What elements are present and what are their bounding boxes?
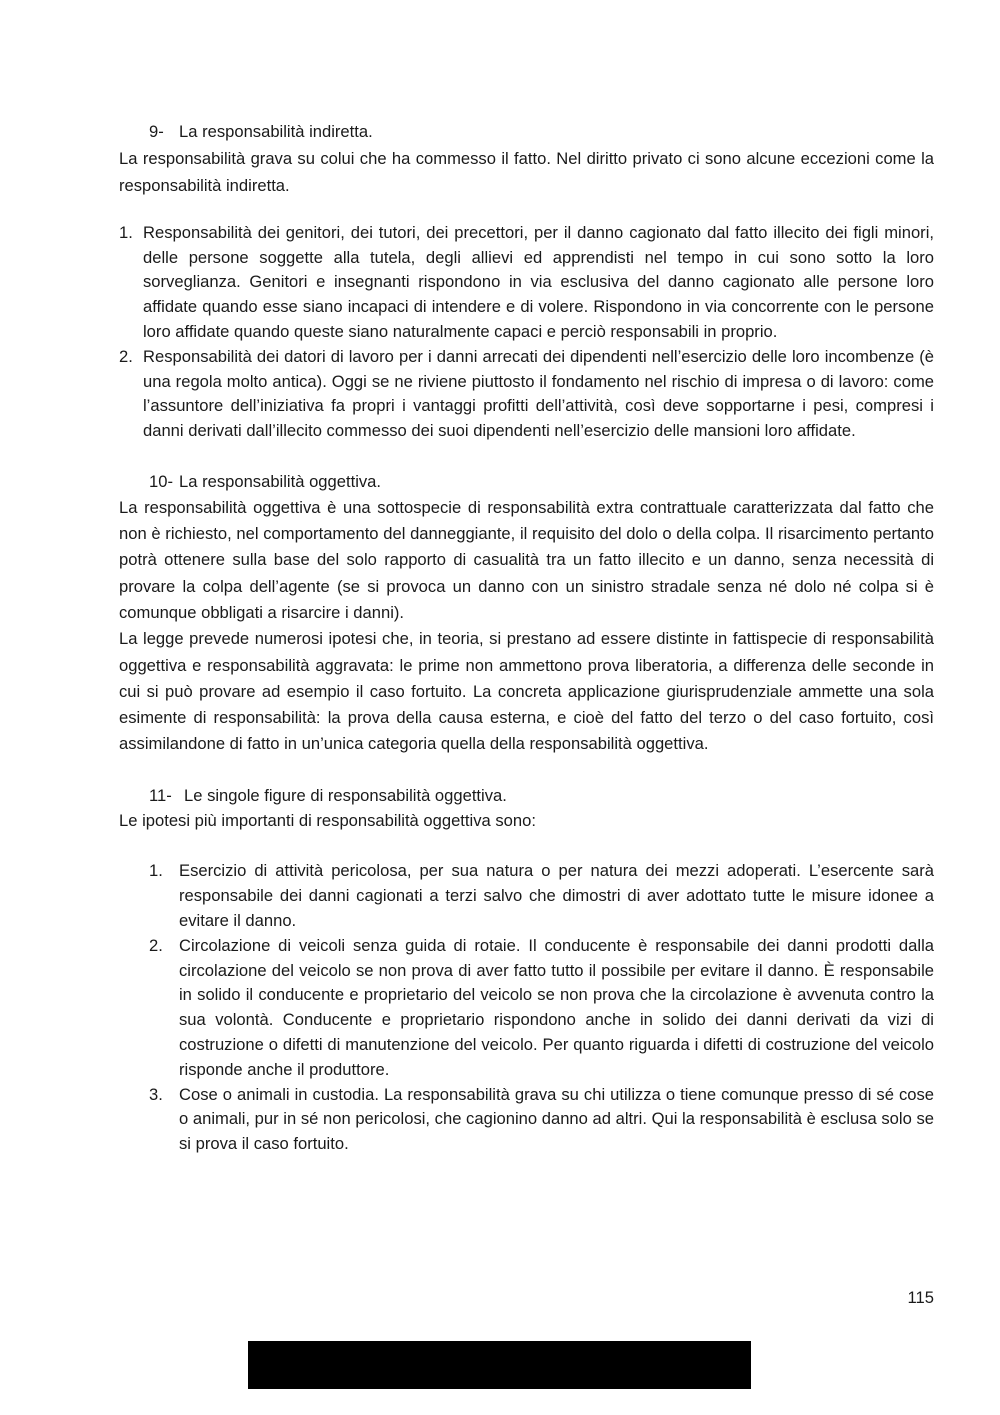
paragraph: La responsabilità oggettiva è una sottospecie di responsabilità extra contrattuale caratterizzata dal fatto che non è richiesto, nel comportamento del danneggiante, il requisito del dolo o della colpa. Il risarcimento pertanto potrà ottenere sulla base del solo rapporto di casualità tra un fatto illecito e un danno, senza necessità di provare la colpa dell’agente (se si provoca un danno con un sinistro stradale senza né dolo né colpa si è comunque obbligati a risarcire i danni). <box>119 497 934 622</box>
redaction-bar <box>248 1341 751 1389</box>
list-item <box>119 221 934 345</box>
section-intro: Le ipotesi più importanti di responsabilità oggettiva sono: <box>119 810 536 830</box>
list-item-text: Esercizio di attività pericolosa, per sua natura o per natura dei mezzi adoperati. L’esercente sarà responsabile dei danni cagionati a terzi salvo che dimostri di aver adottato tutte le misure idonee a evitare il danno. <box>179 861 934 930</box>
numbered-list <box>119 221 934 444</box>
list-item-number: 2. <box>149 935 163 955</box>
section-number: 10- <box>149 471 173 491</box>
list-item-number: 1. <box>149 861 163 881</box>
list-item-number: 3. <box>149 1084 163 1104</box>
section-title: La responsabilità oggettiva. <box>179 471 382 491</box>
document-page <box>119 120 934 1157</box>
section-heading-10 <box>119 470 934 495</box>
section-heading-9 <box>119 120 934 145</box>
list-item-text: Circolazione di veicoli senza guida di rotaie. Il conducente è responsabile dei danni prodotti dalla circolazione del veicolo se non prova di aver fatto tutto il possibile per evitare il danno. È responsabile in solido il conducente e proprietario del veicolo se non prova che la circolazione è avvenuta contro la sua volontà. Conducente e proprietario rispondono anche in solido dei danni derivati da vizi di costruzione o difetti di manutenzione del veicolo. Per quanto riguarda i difetti di costruzione del veicolo risponde anche il produttore. <box>179 935 934 1079</box>
section-title: Le singole figure di responsabilità oggettiva. <box>184 785 507 805</box>
list-item-number: 1. <box>119 222 133 242</box>
list-item-text: Cose o animali in custodia. La responsabilità grava su chi utilizza o tiene comunque presso di sé cose o animali, pur in sé non pericolosi, che cagionino danno ad altri. Qui la responsabilità è esclusa solo se si prova il caso fortuito. <box>179 1084 934 1154</box>
list-item-text: Responsabilità dei genitori, dei tutori, dei precettori, per il danno cagionato dal fatto illecito dei figli minori, delle persone soggette alla tutela, degli allievi ed apprendisti nel tempo in cui sono sotto la loro sorveglianza. Genitori e insegnanti rispondono in via esclusiva del danno cagionato alle persone loro affidate quando esse siano incapaci di intendere e di volere. Rispondono in via concorrente con le persone loro affidate quando queste siano naturalmente capaci e perciò responsabili in proprio. <box>143 222 934 341</box>
section-number: 11- <box>149 785 172 805</box>
page-number: 115 <box>907 1288 934 1307</box>
list-item <box>119 345 934 444</box>
list-item-number: 2. <box>119 346 133 366</box>
list-item <box>149 859 934 933</box>
numbered-list <box>119 859 934 1157</box>
list-item <box>149 934 934 1083</box>
section-intro: La responsabilità grava su colui che ha commesso il fatto. Nel diritto privato ci sono alcune eccezioni come la responsabilità indiretta. <box>119 148 934 195</box>
section-title: La responsabilità indiretta. <box>179 122 373 141</box>
section-number: 9- <box>149 122 164 141</box>
list-item-text: Responsabilità dei datori di lavoro per i danni arrecati dei dipendenti nell’esercizio delle loro incombenze (è una regola molto antica). Oggi se ne riviene piuttosto il fondamento nel rischio di impresa o di lavoro: come l’assuntore dell’iniziativa fa propri i vantaggi profitti dell’attività, così deve sopportarne i pesi, compresi i danni derivati dall’illecito commesso dei suoi dipendenti nell’esercizio delle mansioni loro affidate. <box>143 346 934 441</box>
section-heading-11 <box>119 784 934 809</box>
list-item <box>149 1083 934 1157</box>
paragraph: La legge prevede numerosi ipotesi che, in teoria, si prestano ad essere distinte in fattispecie di responsabilità oggettiva e responsabilità aggravata: le prime non ammettono prova liberatoria, a differenza delle seconde in cui si può provare ad esempio il caso fortuito. La concreta applicazione giurisprudenziale ammette una sola esimente di responsabilità: la prova della causa esterna, e cioè del fatto del terzo o del caso fortuito, così assimilandone di fatto in un’unica categoria quella della responsabilità oggettiva. <box>119 629 934 754</box>
